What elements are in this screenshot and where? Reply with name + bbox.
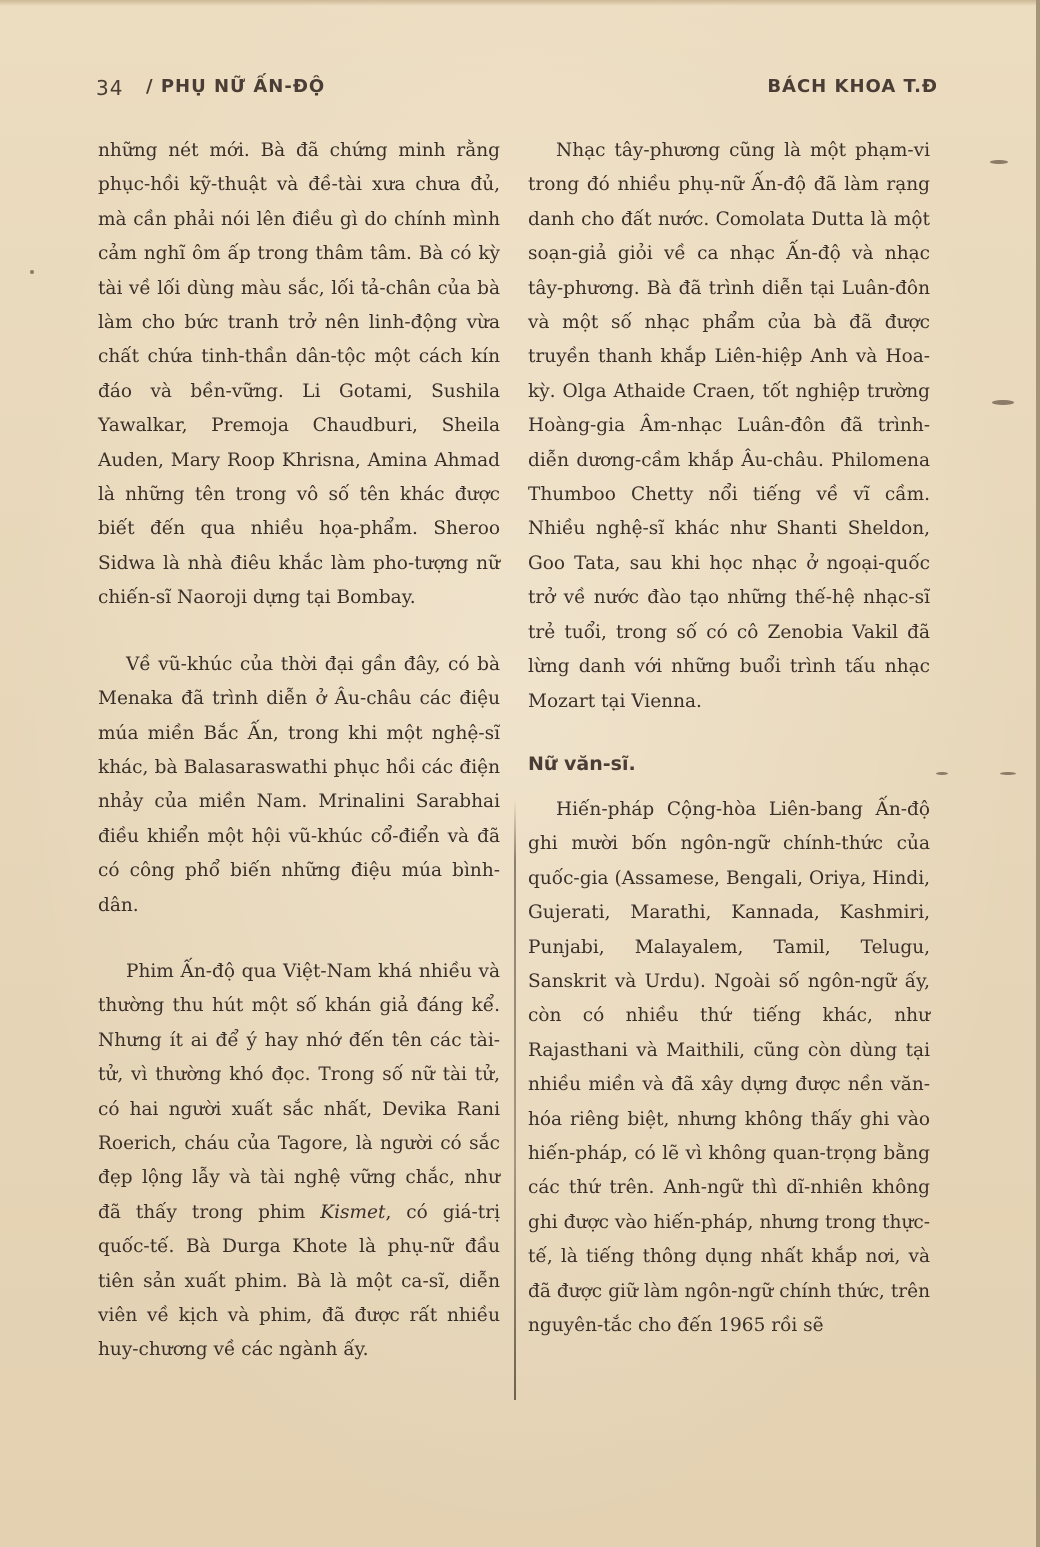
- left-paragraph-2: Về vũ-khúc của thời đại gần đây, có bà Menaka đã trình diễn ở Âu-châu các điệu múa miền Bắc Ấn, trong khi một nghệ-sĩ khác, bà Balasaraswathi phục hồi các điện nhảy của miền Nam. Mrinalini Sarabhai điều khiển một hội vũ-khúc cổ-điển và đã có công phổ biến những điệu múa bình-dân.: [98, 653, 500, 916]
- paper-speck: [992, 400, 1014, 405]
- left-column: [98, 134, 500, 1400]
- paper-speck: [936, 772, 948, 775]
- right-column: [528, 134, 930, 1373]
- left-paragraph-1: những nét mới. Bà đã chứng minh rằng phục-hồi kỹ-thuật và đề-tài xưa chưa đủ, mà cần phải nói lên điều gì do chính mình cảm nghĩ ôm ấp trong thâm tâm. Bà có kỳ tài về lối dùng màu sắc, lối tả-chân của bà làm cho bức tranh trở nên linh-động vừa chất chứa tinh-thần dân-tộc một cách kín đáo và bền-vững. Li Gotami, Sushila Yawalkar, Premoja Chaudburi, Sheila Auden, Mary Roop Khrisna, Amina Ahmad là những tên trong vô số tên khác được biết đến qua nhiều họa-phẩm. Sheroo Sidwa là nhà điêu khắc làm pho-tượng nữ chiến-sĩ Naoroji dựng tại Bombay.: [98, 140, 500, 609]
- column-divider-line: [514, 800, 516, 1400]
- paper-speck: [1000, 772, 1016, 775]
- film-title: Kismet: [320, 1201, 386, 1223]
- running-header: [96, 76, 938, 106]
- header-title: / PHỤ NỮ ẤN-ĐỘ: [146, 76, 326, 97]
- left-paragraph-3-text-b: , có giá-trị quốc-tế. Bà Durga Khote là phụ-nữ đầu tiên sản xuất phim. Bà là một ca-sĩ, diễn viên về kịch và phim, đã được rất nhiều huy-chương về các ngành ấy.: [98, 1201, 500, 1361]
- section-heading: Nữ văn-sĩ.: [528, 752, 636, 775]
- page-top-edge: [0, 0, 1040, 6]
- right-paragraph-1: Nhạc tây-phương cũng là một phạm-vi trong đó nhiều phụ-nữ Ấn-độ đã làm rạng danh cho đất nước. Comolata Dutta là một soạn-giả giỏi về ca nhạc Ấn-độ và nhạc tây-phương. Bà đã trình diễn tại Luân-đôn và một số nhạc phẩm của bà đã được truyền thanh khắp Liên-hiệp Anh và Hoa-kỳ. Olga Athaide Craen, tốt nghiệp trường Hoàng-gia Âm-nhạc Luân-đôn đã trình-diễn dương-cầm khắp Âu-châu. Philomena Thumboo Chetty nổi tiếng về vĩ cầm. Nhiều nghệ-sĩ khác như Shanti Sheldon, Goo Tata, sau khi học nhạc ở ngoại-quốc trở về nước đào tạo những thế-hệ nhạc-sĩ trẻ tuổi, trong số có cô Zenobia Vakil đã lừng danh với những buổi trình tấu nhạc Mozart tại Vienna.: [528, 140, 930, 712]
- left-paragraph-3-text-a: Phim Ấn-độ qua Việt-Nam khá nhiều và thường thu hút một số khán giả đáng kể. Nhưng ít ai để ý hay nhớ đến tên các tài-tử, vì thường khó đọc. Trong số nữ tài tử, có hai người xuất sắc nhất, Devika Rani Roerich, cháu của Tagore, là người có sắc đẹp lộng lẫy và tài nghệ vững chắc, như đã thấy trong phim: [98, 960, 500, 1223]
- left-paragraph-3: [98, 955, 500, 1368]
- page-right-edge: [1036, 0, 1040, 1547]
- header-publication: BÁCH KHOA T.Đ: [767, 76, 938, 97]
- paper-speck: [30, 270, 34, 274]
- right-paragraph-2: Hiến-pháp Cộng-hòa Liên-bang Ấn-độ ghi mười bốn ngôn-ngữ chính-thức của quốc-gia (Assamese, Bengali, Oriya, Hindi, Gujerati, Marathi, Kannada, Kashmiri, Punjabi, Malayalem, Tamil, Telugu, Sanskrit và Urdu). Ngoài số ngôn-ngữ ấy, còn có nhiều thứ tiếng khác, như Rajasthani và Maithili, cũng còn dùng tại nhiều miền và đã xây dựng được nền văn-hóa riêng biệt, nhưng không thấy ghi vào hiến-pháp, có lẽ vì không quan-trọng bằng các thứ trên. Anh-ngữ thì dĩ-nhiên không ghi được vào hiến-pháp, nhưng trong thực-tế, là tiếng thông dụng nhất khắp nơi, và đã được giữ làm ngôn-ngữ chính thức, trên nguyên-tắc cho đến 1965 rồi sẽ: [528, 798, 930, 1336]
- page-number: 34: [96, 76, 124, 100]
- paper-speck: [990, 160, 1008, 164]
